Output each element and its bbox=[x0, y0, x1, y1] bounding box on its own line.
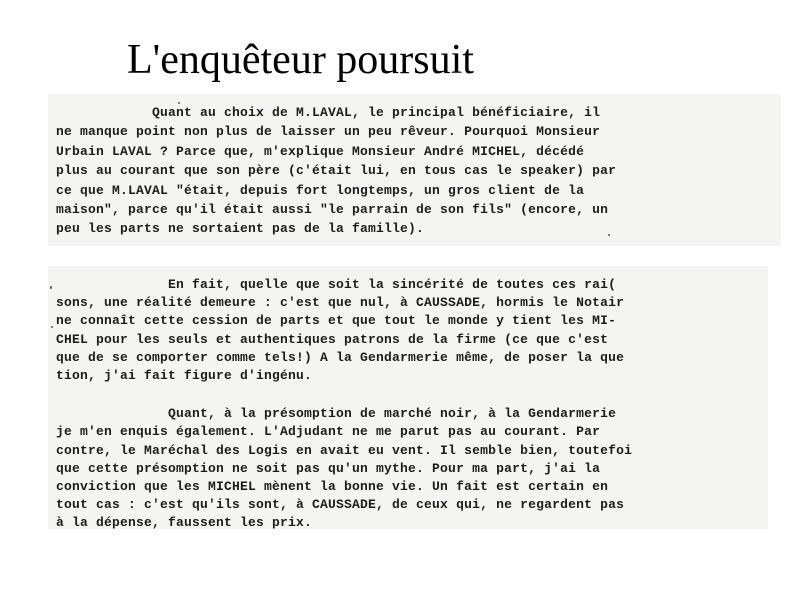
excerpt-line: ne connaît cette cession de parts et que tout le monde y tient les MI- bbox=[56, 313, 617, 329]
paragraph-1 bbox=[56, 276, 764, 385]
document-excerpt-1 bbox=[48, 94, 781, 246]
excerpt-line: que cette présomption ne soit pas qu'un mythe. Pour ma part, j'ai la bbox=[56, 460, 601, 476]
excerpt-line: tion, j'ai fait figure d'ingénu. bbox=[56, 368, 313, 384]
paragraph-2 bbox=[56, 405, 764, 529]
scan-speck bbox=[50, 286, 52, 289]
excerpt-line: Urbain LAVAL ? Parce que, m'explique Monsieur André MICHEL, décédé bbox=[56, 143, 585, 159]
document-excerpt-2 bbox=[48, 266, 768, 529]
excerpt-line: maison", parce qu'il était aussi "le parrain de son fils" (encore, un bbox=[56, 202, 609, 218]
excerpt-line: je m'en enquis également. L'Adjudant ne me parut pas au courant. Par bbox=[56, 424, 601, 440]
excerpt-line: contre, le Maréchal des Logis en avait eu vent. Il semble bien, toutefoi bbox=[56, 442, 633, 458]
excerpt-line: CHEL pour les seuls et authentiques patrons de la firme (ce que c'est bbox=[56, 331, 609, 347]
excerpt-line: à la dépense, faussent les prix. bbox=[56, 515, 313, 529]
excerpt-line: sons, une réalité demeure : c'est que nul, à CAUSSADE, hormis le Notair bbox=[56, 295, 625, 311]
excerpt-line: que de se comporter comme tels!) A la Gendarmerie même, de poser la que bbox=[56, 349, 625, 365]
excerpt-line: tout cas : c'est qu'ils sont, à CAUSSADE, de ceux qui, ne regardent pas bbox=[56, 497, 625, 513]
excerpt-line: peu les parts ne sortaient pas de la famille). bbox=[56, 221, 425, 237]
excerpt-line: En fait, quelle que soit la sincérité de toutes ces rai( bbox=[56, 277, 617, 292]
excerpt-line: Quant au choix de M.LAVAL, le principal bénéficiaire, il bbox=[56, 105, 601, 120]
scan-speck bbox=[178, 102, 180, 104]
excerpt-line: ne manque point non plus de laisser un peu rêveur. Pourquoi Monsieur bbox=[56, 124, 601, 140]
scan-speck bbox=[608, 234, 610, 236]
slide-title: L'enquêteur poursuit bbox=[127, 37, 474, 83]
excerpt-line: plus au courant que son père (c'était lui, en tous cas le speaker) par bbox=[56, 163, 617, 179]
scan-speck bbox=[51, 326, 53, 328]
excerpt-line: ce que M.LAVAL "était, depuis fort longtemps, un gros client de la bbox=[56, 182, 585, 198]
excerpt-line: conviction que les MICHEL mènent la bonne vie. Un fait est certain en bbox=[56, 479, 609, 495]
excerpt-line: Quant, à la présomption de marché noir, à la Gendarmerie bbox=[56, 406, 617, 422]
paragraph-gap bbox=[56, 385, 764, 405]
